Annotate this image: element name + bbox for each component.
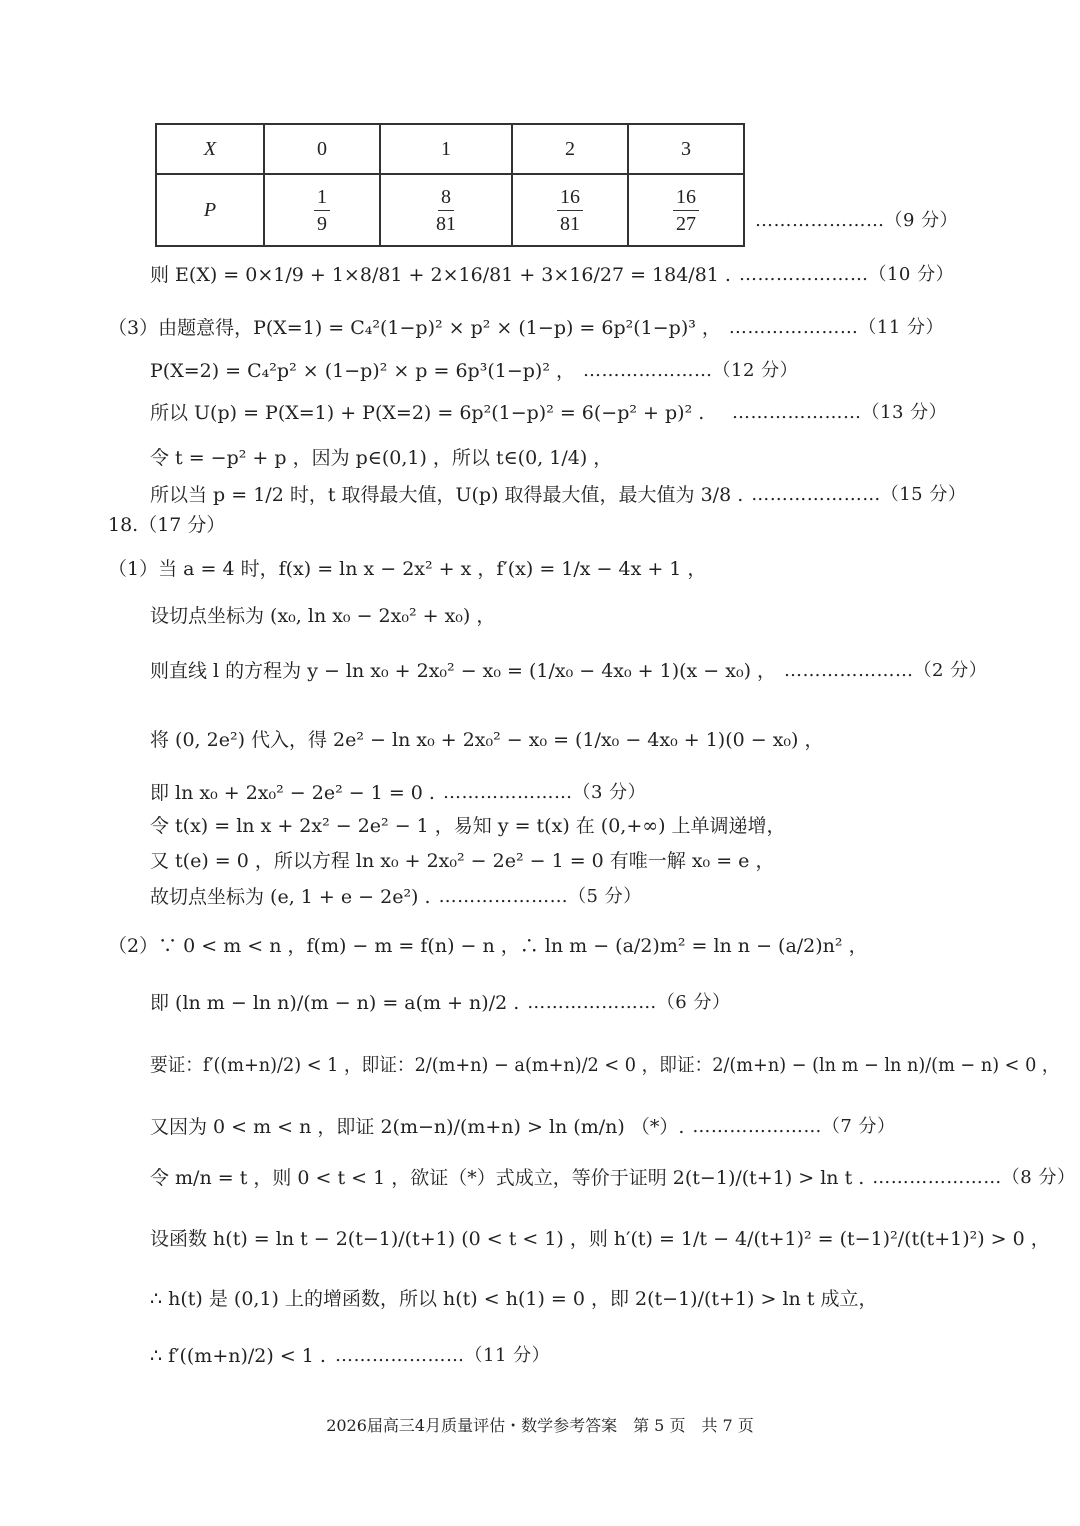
solution-line: 所以当 p = 1/2 时，t 取得最大值，U(p) 取得最大值，最大值为 3/8 . [150,484,744,506]
table-probability-row [156,174,744,246]
score-marker: …………………（12 分） [583,360,799,381]
score-marker: …………………（13 分） [732,402,948,423]
solution-line: 令 m/n = t ，则 0 < t < 1 ，欲证（*）式成立，等价于证明 2(t−1)/(t+1) > ln t . [150,1167,865,1189]
solution-line: 要证：f′((m+n)/2) < 1 ，即证：2/(m+n) − a(m+n)/2 < 0 ，即证：2/(m+n) − (ln m − ln n)/(m − n) < 0 ， [150,1054,1060,1076]
solution-line: 令 t = −p² + p ，因为 p∈(0,1) ，所以 t∈(0, 1/4) ， [150,447,613,469]
fraction-denominator: 81 [560,212,580,235]
solution-line: 又 t(e) = 0 ，所以方程 ln x₀ + 2x₀² − 2e² − 1 = 0 有唯一解 x₀ = e ， [150,850,775,872]
solution-line: 又因为 0 < m < n ，即证 2(m−n)/(m+n) > ln (m/n) （*）. [150,1116,685,1138]
solution-line: 故切点坐标为 (e, 1 + e − 2e²) . [150,886,431,908]
fraction-numerator: 16 [673,184,699,211]
table-header-x: X [156,124,264,174]
solution-line: 设切点坐标为 (x₀, ln x₀ − 2x₀² + x₀) ， [150,605,496,627]
solution-line: ∴ h(t) 是 (0,1) 上的增函数，所以 h(t) < h(1) = 0 ，即 2(t−1)/(t+1) > ln t 成立， [150,1288,878,1310]
fraction-denominator: 27 [676,212,696,235]
table-cell [264,174,380,246]
table-row-label-p: P [156,174,264,246]
score-marker: …………………（9 分） [755,210,959,231]
table-header-cell: 3 [628,124,744,174]
score-marker: …………………（7 分） [692,1116,896,1137]
fraction-numerator: 1 [314,184,330,211]
table-header-cell: 1 [380,124,512,174]
solution-line: （2）∵ 0 < m < n ，f(m) − m = f(n) − n ，∴ ln m − (a/2)m² = ln n − (a/2)n² ， [108,935,868,957]
score-marker: …………………（11 分） [728,317,945,338]
fraction-denominator: 9 [317,212,327,235]
solution-line: 则直线 l 的方程为 y − ln x₀ + 2x₀² − x₀ = (1/x₀ − 4x₀ + 1)(x − x₀) ， [150,660,777,682]
solution-line: 即 ln x₀ + 2x₀² − 2e² − 1 = 0 . [150,782,435,804]
solution-line: 即 (ln m − ln n)/(m − n) = a(m + n)/2 . [150,992,520,1014]
solution-line: ∴ f′((m+n)/2) < 1 . [150,1345,326,1367]
score-marker: …………………（10 分） [738,264,955,285]
table-cell [380,174,512,246]
score-marker: …………………（11 分） [335,1345,551,1366]
score-marker: …………………（5 分） [438,886,642,907]
question-number: 18.（17 分） [108,514,226,536]
solution-line: P(X=2) = C₄²p² × (1−p)² × p = 6p³(1−p)² ， [150,360,575,382]
table-header-row [156,124,744,174]
table-cell [628,174,744,246]
distribution-table [155,123,745,247]
fraction-numerator: 16 [557,184,583,211]
solution-line: （1）当 a = 4 时，f(x) = ln x − 2x² + x ，f′(x) = 1/x − 4x + 1 ， [108,558,707,580]
score-marker: …………………（2 分） [784,660,988,681]
solution-line: 令 t(x) = ln x + 2x² − 2e² − 1 ，易知 y = t(x) 在 (0,+∞) 上单调递增， [150,815,786,837]
solution-line: 所以 U(p) = P(X=1) + P(X=2) = 6p²(1−p)² = 6(−p² + p)² . [150,402,705,424]
fraction-denominator: 81 [436,212,456,235]
table-header-cell: 0 [264,124,380,174]
solution-line: 将 (0, 2e²) 代入，得 2e² − ln x₀ + 2x₀² − x₀ = (1/x₀ − 4x₀ + 1)(0 − x₀) ， [150,729,824,751]
table-cell [512,174,628,246]
score-marker: …………………（8 分） [872,1167,1076,1188]
solution-line: 则 E(X) = 0×1/9 + 1×8/81 + 2×16/81 + 3×16/27 = 184/81 . [150,264,731,286]
solution-line: 设函数 h(t) = ln t − 2(t−1)/(t+1) (0 < t < 1) ，则 h′(t) = 1/t − 4/(t+1)² = (t−1)²/(t(t+1)²) > 0 ， [150,1228,1050,1250]
fraction-numerator: 8 [438,184,454,211]
page-footer: 2026届高三4月质量评估・数学参考答案 第 5 页 共 7 页 [326,1416,754,1435]
table-header-cell: 2 [512,124,628,174]
score-marker: …………………（3 分） [442,782,647,803]
score-marker: …………………（15 分） [751,484,967,505]
solution-line: （3）由题意得，P(X=1) = C₄²(1−p)² × p² × (1−p) = 6p²(1−p)³ ， [108,317,721,339]
score-marker: …………………（6 分） [527,992,731,1013]
